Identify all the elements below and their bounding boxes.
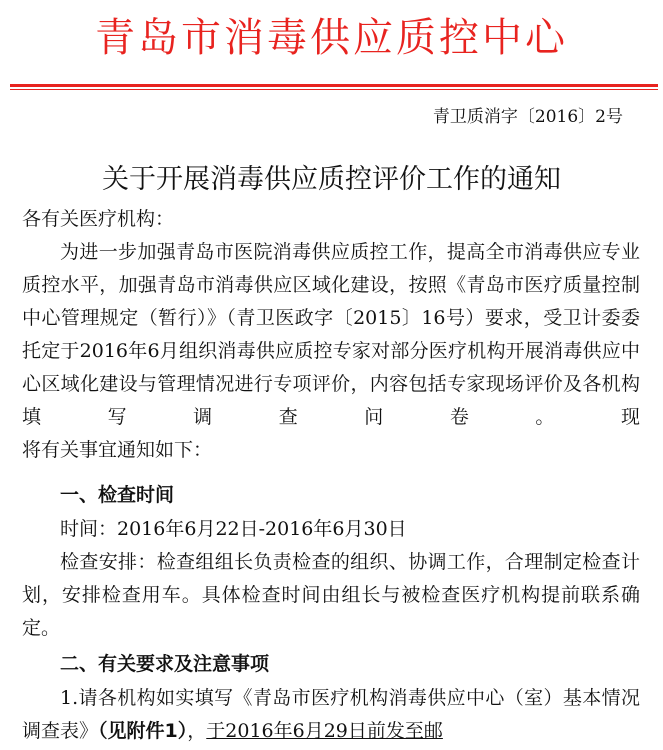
section-heading-1: 一、检查时间 bbox=[60, 484, 175, 506]
inspection-arrangement: 检查安排：检查组组长负责检查的组织、协调工作，合理制定检查计划，安排检查用车。具体检查时间由组长与被检查医疗机构提前联系确定。 bbox=[22, 551, 640, 639]
section-heading-2: 二、有关要求及注意事项 bbox=[60, 653, 270, 675]
notice-title: 关于开展消毒供应质控评价工作的通知 bbox=[102, 164, 561, 195]
attachment-reference: （见附件1） bbox=[98, 720, 188, 742]
document-number: 青卫质消字〔2016〕2号 bbox=[432, 107, 623, 127]
deadline-underlined: 于2016年6月29日前发至邮 bbox=[206, 720, 443, 742]
intro-paragraph: 为进一步加强青岛市医院消毒供应质控工作，提高全市消毒供应专业质控水平，加强青岛市消毒供应区域化建设，按照《青岛市医疗质量控制中心管理规定（暂行）》（青卫医政字〔2015〕16号）要求，受卫计委委托定于2016年6月组织消毒供应质控专家对部分医疗机构开展消毒供应中心区域化建设与管理情况进行专项评价，内容包括专家现场评价及各机构填写调查问卷。现 bbox=[22, 241, 640, 428]
header-rule-thick bbox=[10, 84, 658, 87]
header-rule-thin bbox=[10, 89, 658, 90]
requirement-item-1-text: 1.请各机构如实填写《青岛市医疗机构消毒供应中心（室）基本情况调查表》 bbox=[22, 687, 640, 742]
salutation: 各有关医疗机构： bbox=[22, 208, 175, 230]
intro-paragraph-end: 将有关事宜通知如下： bbox=[22, 439, 213, 461]
org-title: 青岛市消毒供应质控中心 bbox=[95, 15, 568, 61]
requirement-item-1-punct: ， bbox=[187, 720, 207, 742]
requirement-item-1 bbox=[22, 682, 640, 750]
inspection-time: 时间：2016年6月22日-2016年6月30日 bbox=[60, 518, 407, 540]
